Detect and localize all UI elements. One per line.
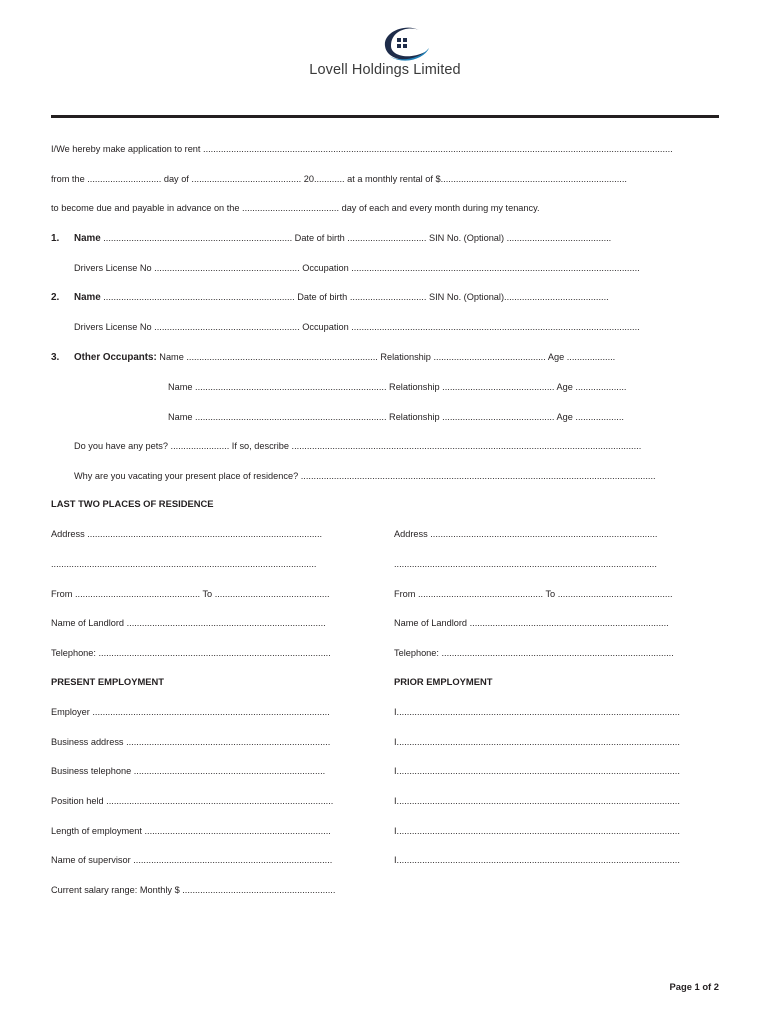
applicant-2-name-label: Name <box>74 292 101 303</box>
applicant-1-line[interactable] <box>51 232 611 245</box>
residence-1-address[interactable]: Address ............................................................................................ <box>51 529 323 539</box>
applicant-1-fields[interactable]: .......................................................................... Date of birth ............................... SIN No. (Optional) ......................................... <box>100 233 612 243</box>
vacating-reason-line[interactable]: Why are you vacating your present place of residence? ........................................................................................................................................... <box>74 471 656 481</box>
company-name: Lovell Holdings Limited <box>309 62 461 78</box>
applicant-2-fields[interactable]: ........................................................................... Date of birth .............................. SIN No. (Optional)......................................... <box>100 292 609 302</box>
present-salary-range[interactable]: Current salary range: Monthly $ ............................................................ <box>51 885 336 895</box>
present-business-telephone[interactable]: Business telephone ........................................................................... <box>51 766 326 776</box>
prior-length-of-employment[interactable]: I............................................................................................................... <box>394 826 680 836</box>
applicant-1-license-line[interactable]: Drivers License No ......................................................... Occupation ................................................................................................................. <box>74 263 640 273</box>
prior-business-telephone[interactable]: I............................................................................................................... <box>394 766 680 776</box>
prior-employment-heading: PRIOR EMPLOYMENT <box>394 676 493 687</box>
present-employer[interactable]: Employer ............................................................................................. <box>51 707 330 717</box>
other-occupants-label: Other Occupants: <box>74 352 157 363</box>
other-occupants-line[interactable] <box>51 351 615 364</box>
residence-heading: LAST TWO PLACES OF RESIDENCE <box>51 498 214 509</box>
header-divider <box>51 115 719 118</box>
occupant-1-fields[interactable]: Name ........................................................................... Relationship ............................................ Age ................... <box>156 352 616 362</box>
pets-line[interactable]: Do you have any pets? ....................... If so, describe ......................................................................................................................................... <box>74 441 642 451</box>
present-supervisor[interactable]: Name of supervisor .............................................................................. <box>51 855 333 865</box>
house-swoosh-logo-icon <box>379 26 431 62</box>
residence-2-from-to[interactable]: From ................................................. To ............................................. <box>394 589 673 599</box>
prior-position-held[interactable]: I............................................................................................................... <box>394 796 680 806</box>
residence-1-address-2[interactable]: ........................................................................................................ <box>51 559 317 569</box>
payment-due-line[interactable]: to become due and payable in advance on the ...................................... day of each and every month during my tenancy. <box>51 203 540 213</box>
prior-business-address[interactable]: I............................................................................................................... <box>394 737 680 747</box>
rent-application-line[interactable]: I/We hereby make application to rent ........................................................................................................................................................................................ <box>51 144 673 154</box>
residence-1-landlord[interactable]: Name of Landlord .............................................................................. <box>51 618 326 628</box>
prior-supervisor[interactable]: I............................................................................................................... <box>394 855 680 865</box>
occupant-2-line[interactable]: Name ........................................................................... Relationship ............................................ Age .................... <box>168 382 627 392</box>
residence-2-address[interactable]: Address ......................................................................................... <box>394 529 658 539</box>
occupants-number: 3. <box>51 352 60 363</box>
prior-employer[interactable]: I............................................................................................................... <box>394 707 680 717</box>
residence-2-address-2[interactable]: ....................................................................................................... <box>394 559 657 569</box>
residence-2-telephone[interactable]: Telephone: ........................................................................................... <box>394 648 674 658</box>
page-number: Page 1 of 2 <box>669 981 719 992</box>
applicant-2-license-line[interactable]: Drivers License No ......................................................... Occupation ................................................................................................................. <box>74 322 640 332</box>
present-business-address[interactable]: Business address ................................................................................ <box>51 737 331 747</box>
rent-date-line[interactable]: from the ............................. day of ........................................... 20............ at a monthly rental of $......................................................................... <box>51 174 627 184</box>
present-length-of-employment[interactable]: Length of employment ......................................................................... <box>51 826 331 836</box>
present-employment-heading: PRESENT EMPLOYMENT <box>51 676 165 687</box>
applicant-1-name-label: Name <box>74 233 101 244</box>
occupant-3-line[interactable]: Name ........................................................................... Relationship ............................................ Age ................... <box>168 412 624 422</box>
applicant-1-number: 1. <box>51 233 60 244</box>
residence-1-from-to[interactable]: From ................................................. To ............................................. <box>51 589 330 599</box>
residence-1-telephone[interactable]: Telephone: ........................................................................................... <box>51 648 331 658</box>
applicant-2-number: 2. <box>51 292 60 303</box>
residence-2-landlord[interactable]: Name of Landlord .............................................................................. <box>394 618 669 628</box>
present-position-held[interactable]: Position held ......................................................................................... <box>51 796 334 806</box>
applicant-2-line[interactable] <box>51 291 609 304</box>
